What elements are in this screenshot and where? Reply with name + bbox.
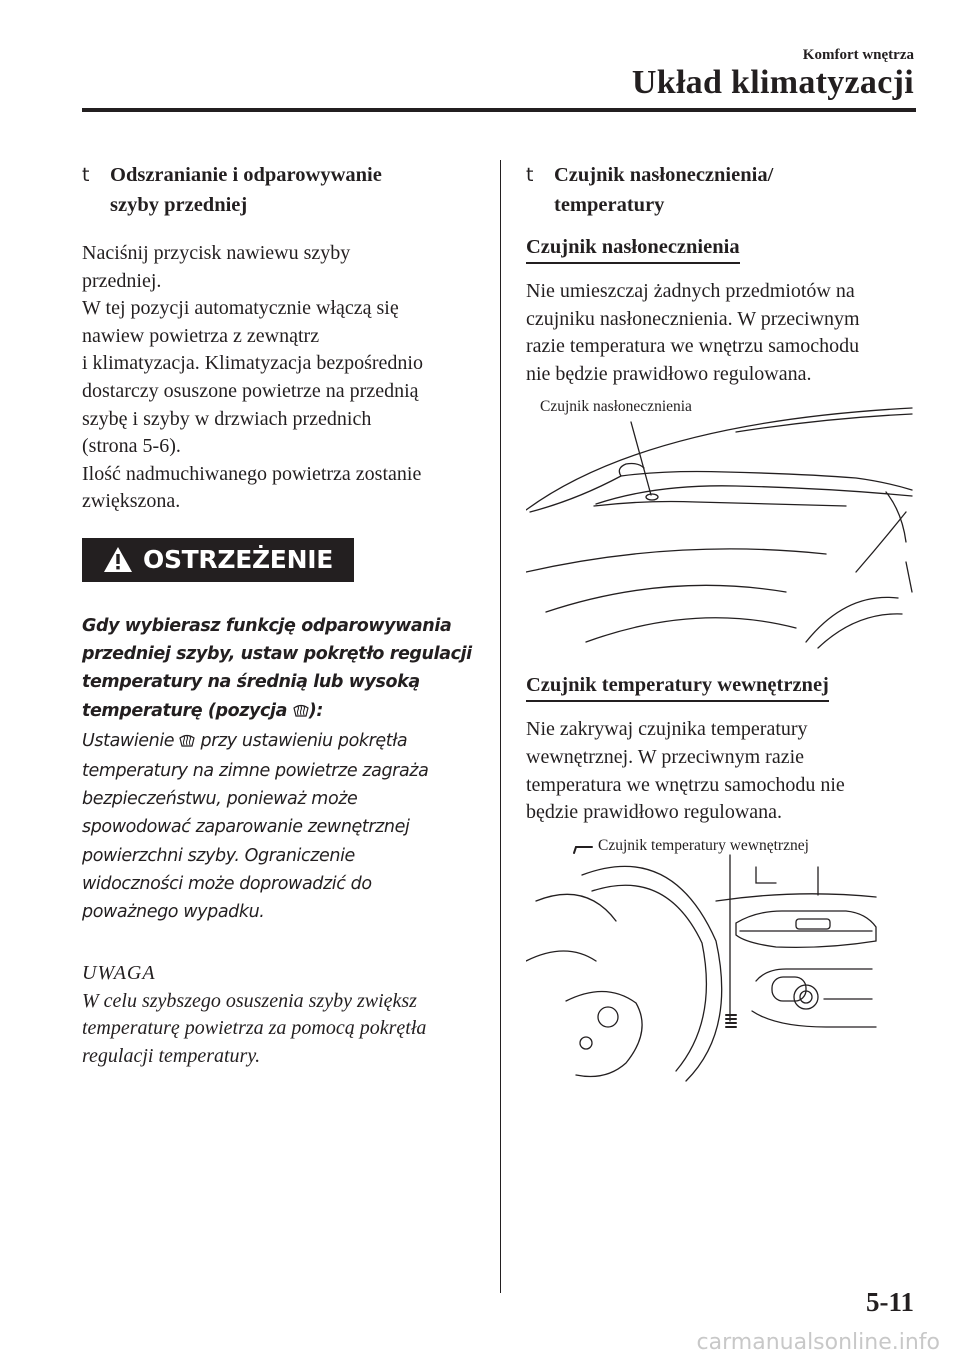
page-number: 5-11 <box>865 1287 914 1317</box>
warning-text-line: powierzchni szyby. Ograniczenie <box>82 845 355 866</box>
body-line: i klimatyzacja. Klimatyzacja bezpośrednio <box>82 352 423 375</box>
body-line: razie temperatura we wnętrzu samochodu <box>526 335 860 358</box>
note-line: temperaturę powietrza za pomocą pokrętła <box>82 1017 427 1040</box>
warning-bold-line: temperatury na średnią lub wysoką <box>82 672 420 693</box>
body-line: szybę i szyby w drzwiach przednich <box>82 407 372 430</box>
note-line: regulacji temperatury. <box>82 1044 261 1067</box>
warning-label: OSTRZEŻENIE <box>143 545 333 575</box>
body-line: temperatura we wnętrzu samochodu nie <box>526 773 845 796</box>
note-title: UWAGA <box>82 962 156 985</box>
body-line: Naciśnij przycisk nawiewu szyby <box>82 242 351 264</box>
body-line: Nie zakrywaj czujnika temperatury <box>526 718 808 741</box>
body-line: nie będzie prawidłowo regulowana. <box>526 362 812 385</box>
subheading-interior-temp-sensor: Czujnik temperatury wewnętrznej <box>526 672 829 702</box>
defrost-body <box>82 240 474 516</box>
body-line: (strona 5-6). <box>82 435 181 458</box>
body-line: wewnętrznej. W przeciwnym razie <box>526 745 805 768</box>
warning-body <box>82 612 474 926</box>
sunlight-sensor-body <box>526 278 918 388</box>
warning-bold-line: przedniej szyby, ustaw pokrętło regulacji <box>82 644 472 665</box>
body-line: dostarczy osuszone powietrze na przednią <box>82 379 419 402</box>
body-line: będzie prawidłowo regulowana. <box>526 801 783 824</box>
windshield-defrost-icon <box>293 699 309 727</box>
warning-text-line: spowodować zaparowanie zewnętrznej <box>82 817 410 838</box>
body-line: czujniku nasłonecznienia. W przeciwnym <box>526 307 860 330</box>
header-rule <box>82 108 916 112</box>
warning-text-line: poważnego wypadku. <box>82 901 265 922</box>
heading-line: Czujnik nasłonecznienia/ <box>554 164 774 186</box>
body-line: W tej pozycji automatycznie włączą się <box>82 297 399 320</box>
column-divider <box>500 160 501 1293</box>
warning-text-line: widoczności może doprowadzić do <box>82 873 372 894</box>
figure-caption: Czujnik temperatury wewnętrznej <box>598 836 809 854</box>
warning-text-line: bezpieczeństwu, ponieważ może <box>82 789 358 810</box>
left-column <box>82 160 474 1070</box>
watermark: carmanualsonline.info <box>696 1330 940 1355</box>
section-heading-sensor <box>526 160 918 220</box>
body-line: przedniej. <box>82 269 162 292</box>
interior-temp-sensor-figure <box>526 831 918 1101</box>
header-section-label: Komfort wnętrza <box>802 47 914 63</box>
warning-text-line: Ustawienie <box>82 730 180 751</box>
body-line: Ilość nadmuchiwanego powietrza zostanie <box>82 462 422 485</box>
windshield-defrost-icon <box>179 729 195 757</box>
interior-temp-sensor-body <box>526 716 918 826</box>
body-line: zwiększona. <box>82 490 181 513</box>
warning-bold-line: Gdy wybierasz funkcję odparowywania <box>82 615 452 636</box>
figure-caption: Czujnik nasłonecznienia <box>540 398 692 416</box>
section-heading-defrost <box>82 160 474 220</box>
warning-bold-line: temperaturę (pozycja <box>82 700 293 721</box>
heading-line: Odszranianie i odparowywanie <box>110 164 382 186</box>
heading-line: temperatury <box>554 194 665 216</box>
warning-bold-line: ): <box>308 700 323 721</box>
body-line: Nie umieszczaj żadnych przedmiotów na <box>526 280 855 302</box>
warning-text-line: temperatury na zimne powietrze zagraża <box>82 760 429 781</box>
subheading-sunlight-sensor: Czujnik nasłonecznienia <box>526 234 740 264</box>
section-bullet-icon: t <box>526 164 534 186</box>
page-title: Układ klimatyzacji <box>631 64 914 101</box>
sunlight-sensor-figure <box>526 392 918 654</box>
heading-line: szyby przedniej <box>110 194 248 216</box>
warning-banner <box>82 538 354 582</box>
dashboard-illustration <box>526 392 918 654</box>
warning-text-line: przy ustawieniu pokrętła <box>195 730 408 751</box>
body-line: nawiew powietrza z zewnątrz <box>82 324 320 347</box>
steering-wheel-illustration <box>526 831 918 1101</box>
section-bullet-icon: t <box>82 164 90 186</box>
right-column <box>526 160 918 1101</box>
note-line: W celu szybszego osuszenia szyby zwiększ <box>82 989 417 1012</box>
note-block <box>82 960 474 1070</box>
warning-triangle-icon <box>103 546 133 573</box>
